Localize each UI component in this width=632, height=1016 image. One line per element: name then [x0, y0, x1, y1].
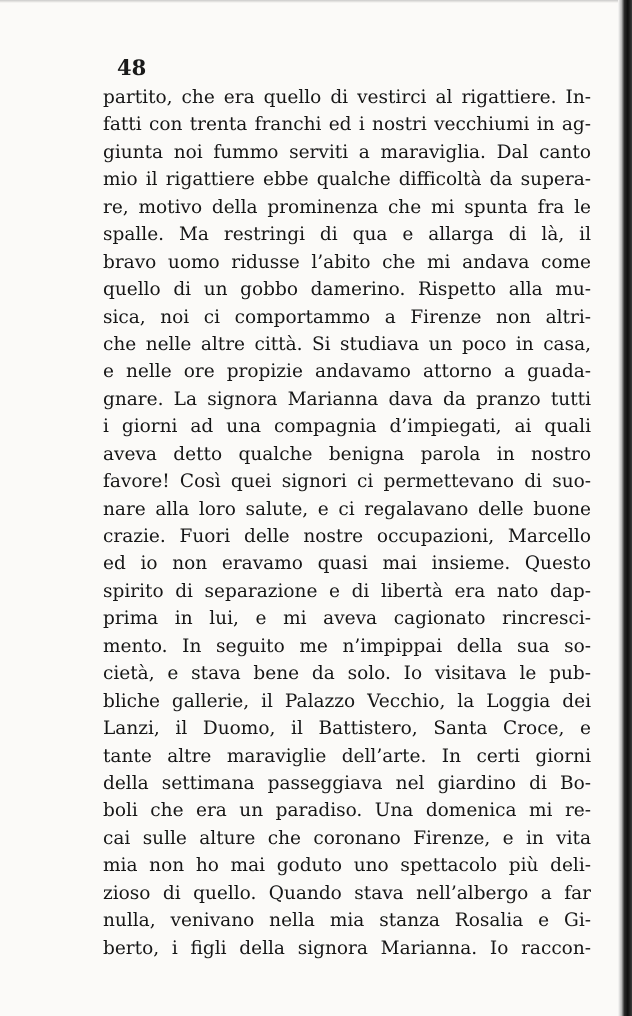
book-binding-edge — [618, 0, 632, 1016]
text-line: berto, i figli della signora Marianna. Io raccon- — [103, 937, 591, 959]
text-line: bliche gallerie, il Palazzo Vecchio, la Loggia dei — [103, 690, 591, 712]
text-line: della settimana passeggiava nel giardino di Bo- — [103, 772, 591, 794]
text-line: mento. In seguito me n’impippai della sua so- — [103, 635, 591, 657]
text-line: nare alla loro salute, e ci regalavano delle buone — [103, 498, 591, 520]
text-line: mio il rigattiere ebbe qualche difficoltà da supera- — [103, 169, 591, 191]
text-line: che nelle altre città. Si studiava un poco in casa, — [103, 333, 591, 355]
text-line: quello di un gobbo damerino. Rispetto alla mu- — [103, 279, 591, 301]
text-line: zioso di quello. Quando stava nell’albergo a far — [103, 882, 591, 904]
text-line: giunta noi fummo serviti a maraviglia. Dal canto — [103, 141, 591, 163]
body-text — [103, 84, 591, 962]
text-line: tante altre maraviglie dell’arte. In certi giorni — [103, 745, 591, 767]
scan-top-edge — [0, 0, 618, 3]
text-line: Lanzi, il Duomo, il Battistero, Santa Croce, e — [103, 718, 591, 740]
text-line: e nelle ore propizie andavamo attorno a guada- — [103, 361, 591, 383]
text-line: cietà, e stava bene da solo. Io visitava le pub- — [103, 663, 591, 685]
text-line: favore! Così quei signori ci permettevano di suo- — [103, 471, 591, 493]
text-line: gnare. La signora Marianna dava da pranzo tutti — [103, 388, 591, 410]
text-line: ed io non eravamo quasi mai insieme. Questo — [103, 553, 591, 575]
text-line: aveva detto qualche benigna parola in nostro — [103, 443, 591, 465]
text-line: boli che era un paradiso. Una domenica mi re- — [103, 800, 591, 822]
text-line: fatti con trenta franchi ed i nostri vecchiumi in ag- — [103, 114, 591, 136]
page-number: 48 — [117, 55, 147, 80]
text-line: bravo uomo ridusse l’abito che mi andava come — [103, 251, 591, 273]
text-line: cai sulle alture che coronano Firenze, e in vita — [103, 827, 591, 849]
text-line: spirito di separazione e di libertà era nato dap- — [103, 580, 591, 602]
text-line: nulla, venivano nella mia stanza Rosalia e Gi- — [103, 910, 591, 932]
text-line: i giorni ad una compagnia d’impiegati, ai quali — [103, 416, 591, 438]
text-line: re, motivo della prominenza che mi spunta fra le — [103, 196, 591, 218]
text-line: crazie. Fuori delle nostre occupazioni, Marcello — [103, 526, 591, 547]
text-line: partito, che era quello di vestirci al rigattiere. In- — [103, 87, 591, 108]
text-line: prima in lui, e mi aveva cagionato rincresci- — [103, 608, 591, 630]
text-line: mia non ho mai goduto uno spettacolo più deli- — [103, 855, 591, 877]
text-line: spalle. Ma restringi di qua e allarga di là, il — [103, 224, 591, 246]
text-line: sica, noi ci comportammo a Firenze non altri- — [103, 306, 591, 328]
